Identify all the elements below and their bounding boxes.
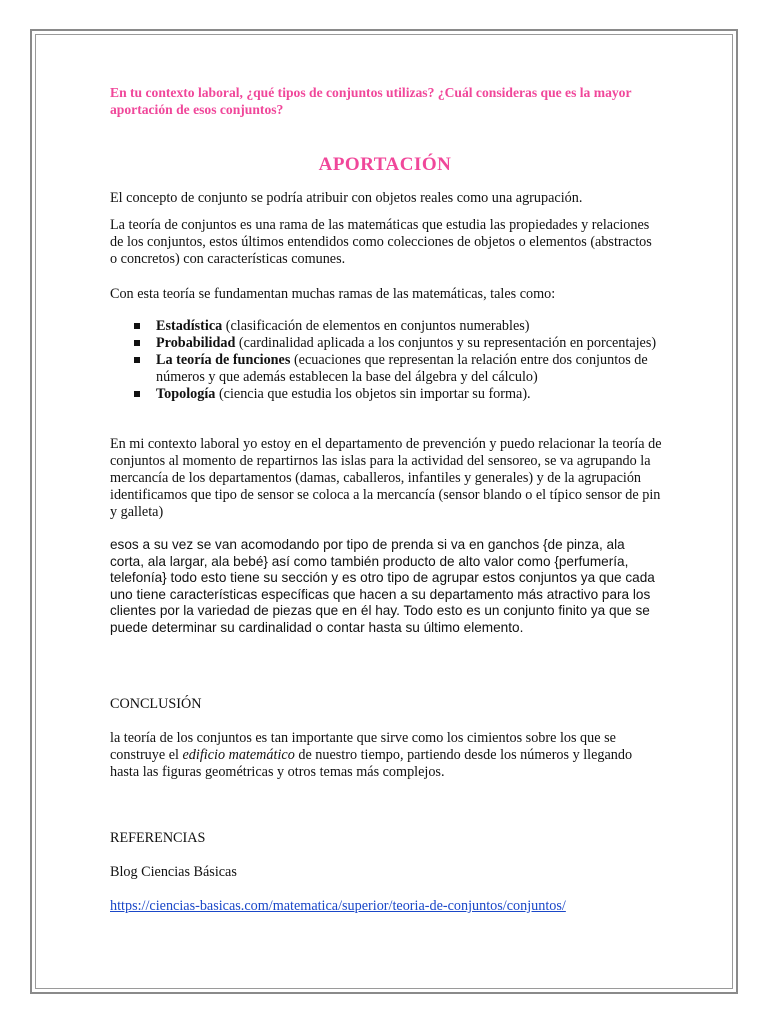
square-bullet-icon bbox=[134, 323, 140, 329]
square-bullet-icon bbox=[134, 340, 140, 346]
work-context-paragraph-2: esos a su vez se van acomodando por tipo de prenda si va en ganchos {de pinza, ala corta, ala largar, ala bebé} así como también producto de alto valor como {perfumería, telefonía} todo esto tiene su sección y es otro tipo de agrupar estos conjuntos ya que cada uno tiene características específicas que hacen a su departamento más atractivo para los clientes por la variedad de piezas que en él hay. Todo esto es un conjunto finito ya que se puede determinar su cardinalidad o contar hasta su último elemento. bbox=[110, 537, 655, 635]
conclusion-paragraph bbox=[110, 730, 662, 781]
document-page bbox=[110, 84, 662, 914]
branch-term: Estadística bbox=[156, 318, 223, 334]
reference-link[interactable]: https://ciencias-basicas.com/matematica/superior/teoria-de-conjuntos/conjuntos/ bbox=[110, 898, 566, 914]
conclusion-emphasis: edificio matemático bbox=[182, 747, 295, 763]
square-bullet-icon bbox=[134, 357, 140, 363]
branch-description: (ecuaciones que representan la relación entre dos conjuntos de números y que además establecen la base del álgebra y del cálculo) bbox=[156, 352, 648, 385]
reference-link-line bbox=[110, 898, 662, 915]
conclusion-heading: CONCLUSIÓN bbox=[110, 696, 202, 712]
branch-description: (ciencia que estudia los objetos sin importar su forma). bbox=[215, 386, 531, 402]
intro-paragraph-3: Con esta teoría se fundamentan muchas ramas de las matemáticas, tales como: bbox=[110, 286, 556, 302]
section-heading-aportacion: APORTACIÓN bbox=[318, 154, 452, 175]
conclusion-text-a: la teoría de los conjuntos es tan importante que sirve como los cimientos sobre los que se construye el bbox=[110, 730, 616, 763]
branch-term: La teoría de funciones bbox=[156, 352, 291, 368]
reference-source: Blog Ciencias Básicas bbox=[110, 864, 237, 880]
branch-description: (cardinalidad aplicada a los conjuntos y su representación en porcentajes) bbox=[235, 335, 657, 351]
list-item bbox=[110, 318, 662, 335]
work-context-paragraph: En mi contexto laboral yo estoy en el departamento de prevención y puedo relacionar la teoría de conjuntos al momento de repartirnos las islas para la actividad del sensoreo, se va agrupando la mercancía de los departamentos (damas, caballeros, infantiles y generales) y de la agrupación identificamos que tipo de sensor se coloca a la mercancía (sensor blando o el típico sensor de pin y galleta) bbox=[110, 436, 662, 520]
list-item bbox=[110, 386, 662, 403]
intro-paragraph-1: El concepto de conjunto se podría atribuir con objetos reales como una agrupación. bbox=[110, 190, 583, 206]
branch-term: Topología bbox=[156, 386, 216, 402]
question-text: En tu contexto laboral, ¿qué tipos de conjuntos utilizas? ¿Cuál consideras que es la mayor aportación de esos conjuntos? bbox=[110, 85, 632, 117]
references-heading: REFERENCIAS bbox=[110, 830, 206, 846]
square-bullet-icon bbox=[134, 391, 140, 397]
branch-description: (clasificación de elementos en conjuntos numerables) bbox=[222, 318, 530, 334]
branch-term: Probabilidad bbox=[156, 335, 236, 351]
intro-paragraph-2: La teoría de conjuntos es una rama de las matemáticas que estudia las propiedades y relaciones de los conjuntos, estos últimos entendidos como colecciones de objetos o elementos (abstractos o concretos) con características comunes. bbox=[110, 217, 652, 267]
math-branches-list bbox=[110, 318, 662, 403]
list-item bbox=[110, 352, 662, 386]
list-item bbox=[110, 335, 662, 352]
conclusion-text-b: de nuestro tiempo, partiendo desde los números y llegando hasta las figuras geométricas y otros temas más complejos. bbox=[110, 747, 633, 780]
